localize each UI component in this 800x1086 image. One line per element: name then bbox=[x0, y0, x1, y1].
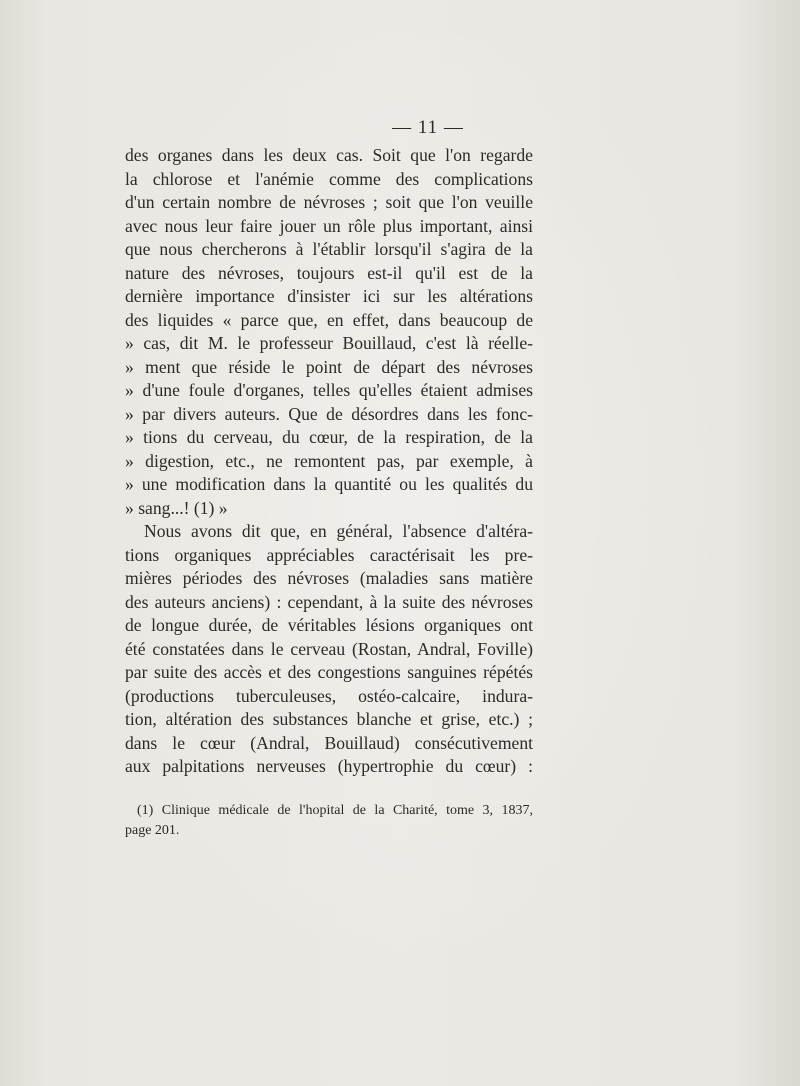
text-line: la chlorose et l'anémie comme des complications bbox=[125, 168, 533, 189]
text-line: » par divers auteurs. Que de désordres dans les fonc- bbox=[125, 403, 533, 424]
page-number: — 11 — bbox=[392, 117, 464, 138]
text-line: » digestion, etc., ne remontent pas, par exemple, à bbox=[125, 450, 533, 471]
footnote-line: (1) Clinique médicale de l'hopital de la Charité, tome 3, 1837, bbox=[137, 803, 533, 818]
text-line: » cas, dit M. le professeur Bouillaud, c'est là réelle- bbox=[125, 333, 533, 353]
text-line: » tions du cerveau, du cœur, de la respiration, de la bbox=[125, 427, 533, 447]
text-line: » une modification dans la quantité ou les qualités du bbox=[125, 474, 533, 494]
text-line: » sang...! (1) » bbox=[125, 497, 228, 518]
text-line: de longue durée, de véritables lésions organiques ont bbox=[125, 615, 533, 635]
text-line: été constatées dans le cerveau (Rostan, Andral, Foville) bbox=[125, 638, 533, 659]
body-text bbox=[125, 144, 533, 779]
text-line: que nous chercherons à l'établir lorsqu'il s'agira de la bbox=[125, 239, 533, 259]
text-line: Nous avons dit que, en général, l'absence d'altéra- bbox=[144, 521, 533, 541]
text-line: des organes dans les deux cas. Soit que l'on regarde bbox=[125, 145, 533, 165]
page-header bbox=[0, 117, 800, 139]
text-line: (productions tuberculeuses, ostéo-calcaire, indura- bbox=[125, 685, 533, 706]
footnote bbox=[125, 801, 533, 841]
text-line: avec nous leur faire jouer un rôle plus important, ainsi bbox=[125, 215, 533, 236]
text-line: par suite des accès et des congestions sanguines répétés bbox=[125, 662, 533, 682]
text-line: » ment que réside le point de départ des névroses bbox=[125, 356, 533, 377]
text-line: tion, altération des substances blanche et grise, etc.) ; bbox=[125, 709, 533, 729]
text-line: d'un certain nombre de névroses ; soit que l'on veuille bbox=[125, 192, 533, 212]
text-line: dernière importance d'insister ici sur les altérations bbox=[125, 286, 533, 306]
footnote-line: page 201. bbox=[125, 823, 180, 838]
text-line: des liquides « parce que, en effet, dans beaucoup de bbox=[125, 309, 533, 330]
text-line: dans le cœur (Andral, Bouillaud) consécutivement bbox=[125, 732, 533, 753]
text-line: mières périodes des névroses (maladies sans matière bbox=[125, 568, 533, 588]
text-line: » d'une foule d'organes, telles qu'elles étaient admises bbox=[125, 380, 533, 400]
text-line: des auteurs anciens) : cependant, à la suite des névroses bbox=[125, 591, 533, 612]
text-line: aux palpitations nerveuses (hypertrophie du cœur) : bbox=[125, 756, 533, 776]
text-line: tions organiques appréciables caractérisait les pre- bbox=[125, 544, 533, 565]
text-line: nature des névroses, toujours est-il qu'il est de la bbox=[125, 262, 533, 283]
